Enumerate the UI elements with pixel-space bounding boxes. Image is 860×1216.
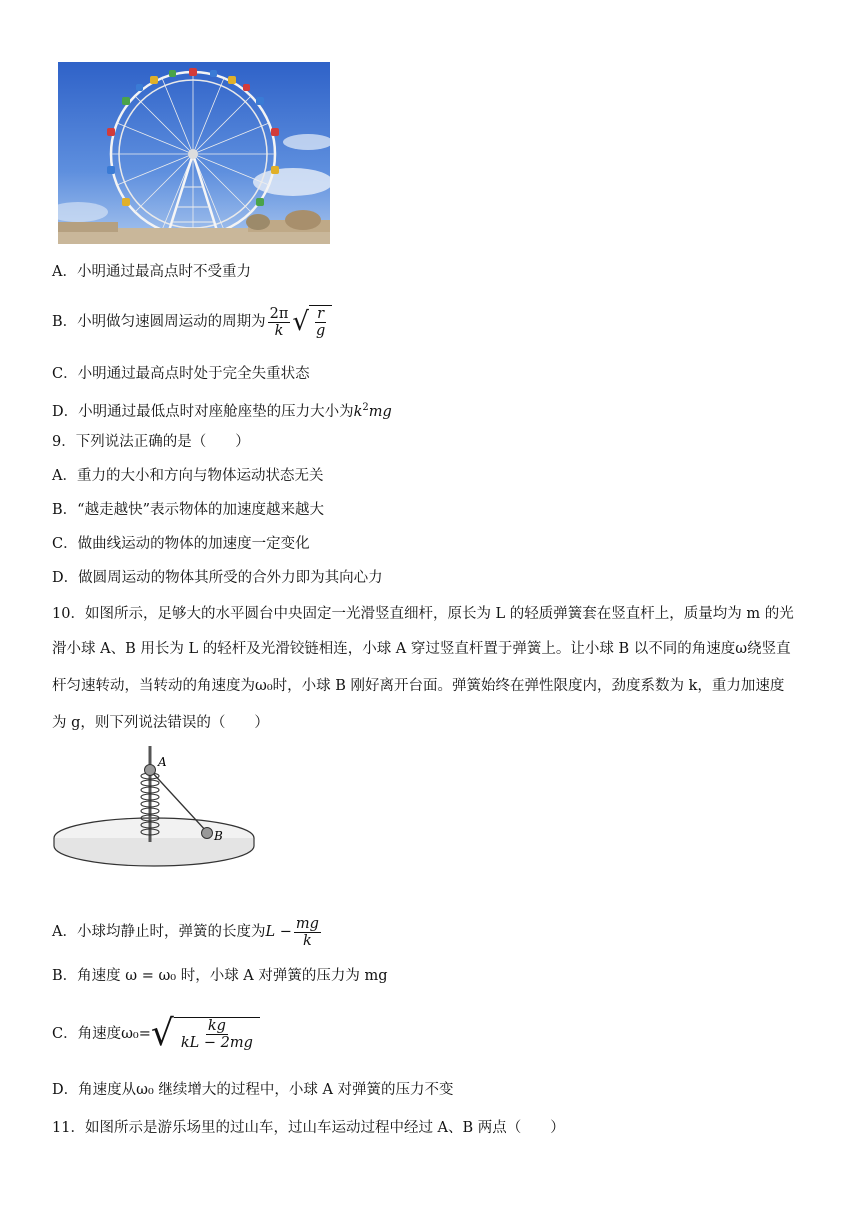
q10-stem-line-1: 10．如图所示，足够大的水平圆台中央固定一光滑竖直细杆，原长为 L 的轻质弹簧套在竖直杆上，质量均为 m 的光 xyxy=(52,606,794,622)
q10-option-c-text: C．角速度ω₀= xyxy=(52,1026,151,1042)
label-a: A xyxy=(158,755,167,769)
sqrt-sign-icon: √ xyxy=(292,307,309,337)
q9-stem: 9．下列说法正确的是（ ） xyxy=(52,434,250,450)
fraction-denominator: k xyxy=(274,322,284,339)
period-fraction xyxy=(268,306,291,339)
sqrt-numerator: r xyxy=(317,306,325,322)
q10-stem-line-2: 滑小球 A、B 用长为 L 的轻杆及光滑铰链相连，小球 A 穿过竖直杆置于弹簧上。让小球 B 以不同的角速度ω绕竖直 xyxy=(52,641,791,657)
q10-option-a-l: L − xyxy=(265,924,292,940)
q10-option-c xyxy=(52,1008,260,1060)
sqrt-sign-icon: √ xyxy=(150,1013,174,1054)
q9-option-d: D．做圆周运动的物体其所受的合外力即为其向心力 xyxy=(52,570,383,586)
fraction-numerator: 2π xyxy=(269,305,289,322)
q8-option-a: A．小明通过最高点时不受重力 xyxy=(52,264,251,280)
q8-option-d-k: k xyxy=(353,403,363,420)
sqrt-expression xyxy=(292,305,332,339)
sqrt-denominator: g xyxy=(316,323,326,339)
q10-option-a-fraction xyxy=(294,916,321,949)
q10-option-d: D．角速度从ω₀ 继续增大的过程中，小球 A 对弹簧的压力不变 xyxy=(52,1082,454,1098)
spring-rod-diagram xyxy=(52,742,266,870)
q11-stem: 11．如图所示是游乐场里的过山车，过山车运动过程中经过 A、B 两点（ ） xyxy=(52,1120,565,1136)
sqrt-denominator: kL − 2mg xyxy=(180,1035,253,1051)
fraction-denominator: k xyxy=(303,932,312,949)
q10-option-b: B．角速度 ω = ω₀ 时，小球 A 对弹簧的压力为 mg xyxy=(52,968,388,984)
q8-option-b xyxy=(52,300,332,344)
q8-option-b-text: B．小明做匀速圆周运动的周期为 xyxy=(52,314,266,330)
q9-option-b: B．“越走越快”表示物体的加速度越来越大 xyxy=(52,502,324,518)
label-b: B xyxy=(214,829,223,843)
ball-b xyxy=(202,828,213,839)
q10-stem-line-4: 为 g，则下列说法错误的（ ） xyxy=(52,715,269,731)
q10-stem-line-3: 杆匀速转动，当转动的角速度为ω₀时，小球 B 刚好离开台面。弹簧始终在弹性限度内，劲度系数为 k，重力加速度 xyxy=(52,678,785,694)
ball-a xyxy=(145,765,156,776)
q10-option-a xyxy=(52,912,323,952)
sqrt-numerator: kg xyxy=(207,1018,226,1034)
q9-option-c: C．做曲线运动的物体的加速度一定变化 xyxy=(52,536,310,552)
q8-option-d-exp: 2 xyxy=(362,402,369,413)
q10-option-a-text: A．小球均静止时，弹簧的长度为 xyxy=(52,924,266,940)
q8-option-d xyxy=(52,398,392,422)
q8-option-d-text: D．小明通过最低点时对座舱座垫的压力大小为 xyxy=(52,403,354,420)
ferris-wheel-photo xyxy=(58,62,330,244)
sqrt-fraction xyxy=(179,1018,255,1051)
q8-option-c: C．小明通过最高点时处于完全失重状态 xyxy=(52,366,310,382)
sqrt-expression xyxy=(150,1013,260,1054)
q8-option-d-mg: mg xyxy=(368,403,392,420)
q9-option-a: A．重力的大小和方向与物体运动状态无关 xyxy=(52,468,324,484)
sqrt-fraction xyxy=(314,306,327,339)
fraction-numerator: mg xyxy=(295,915,319,932)
